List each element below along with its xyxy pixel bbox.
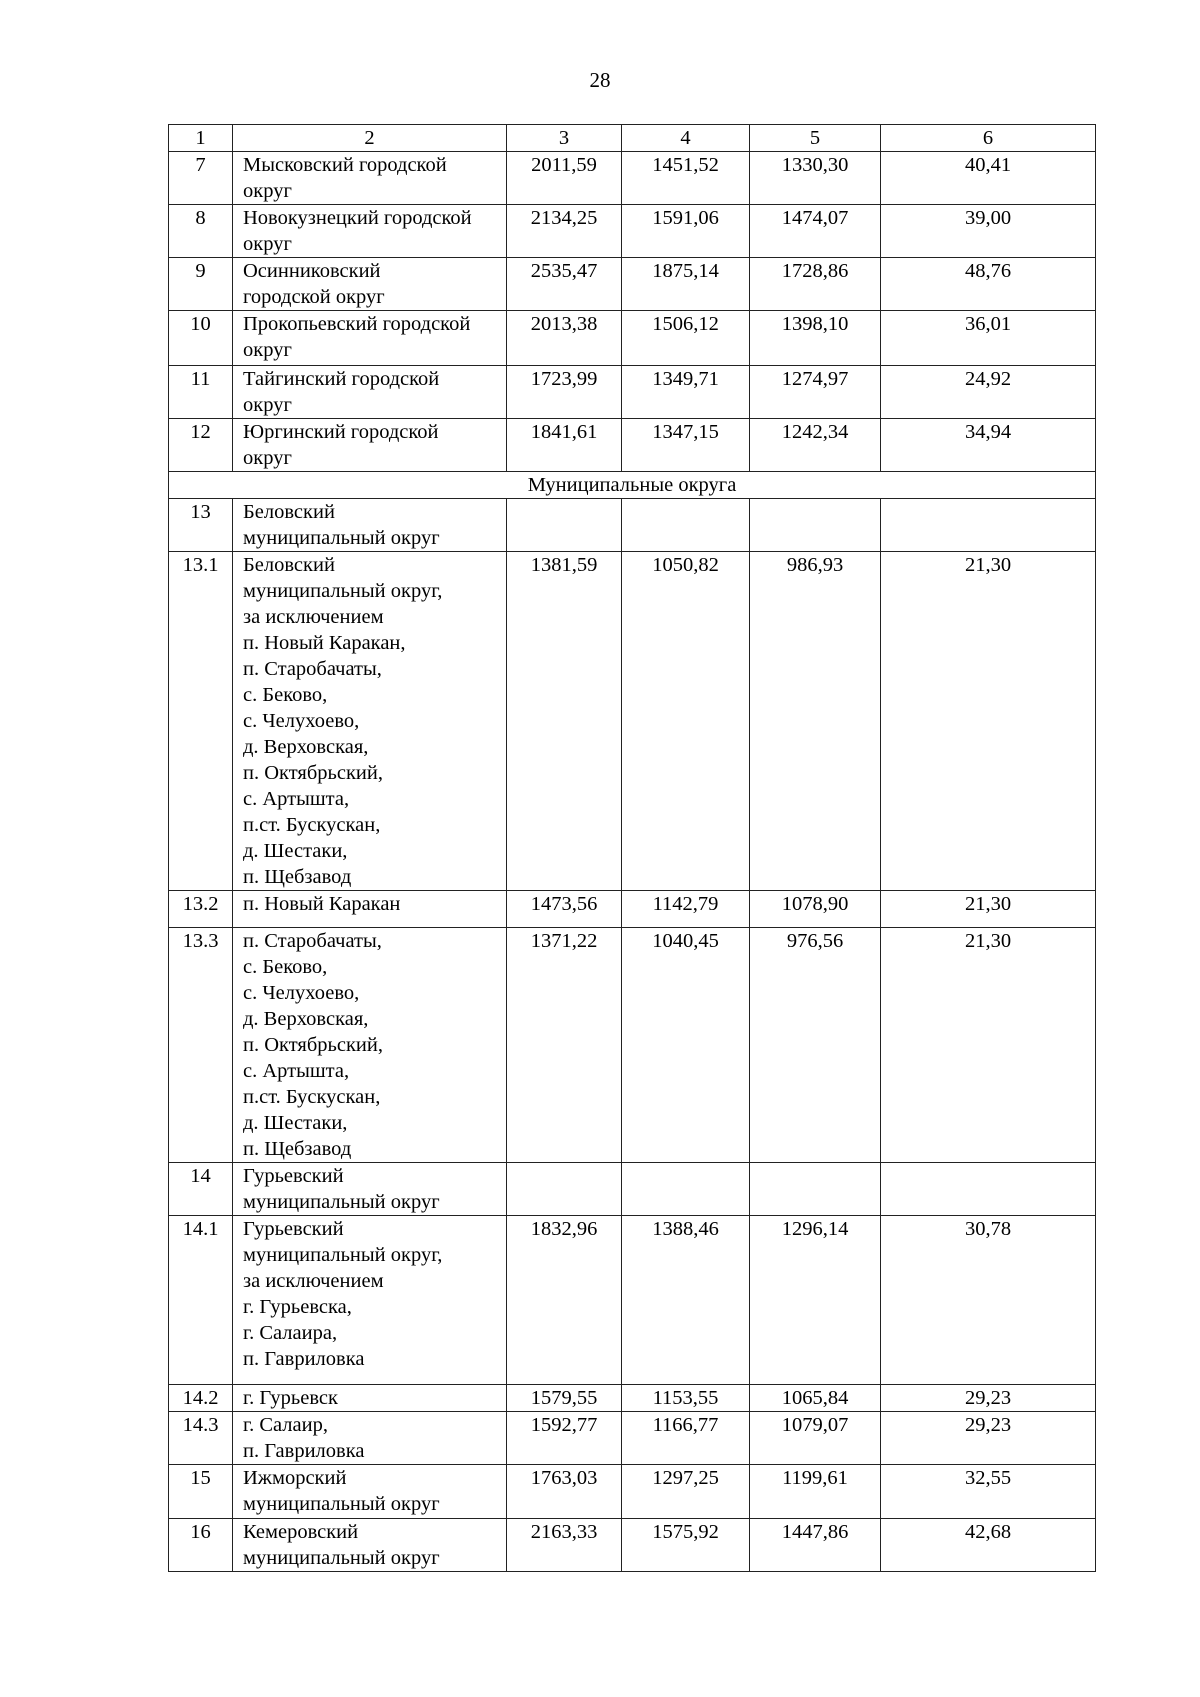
value-cell-c5: 1398,10	[750, 311, 881, 366]
territory-name-line: г. Салаира,	[243, 1322, 338, 1344]
row-number: 13	[169, 499, 233, 552]
value-cell-c6	[881, 1163, 1096, 1216]
value-cell-c6: 48,76	[881, 258, 1096, 311]
header-cell: 3	[507, 125, 622, 152]
value-cell-c5	[750, 1163, 881, 1216]
territory-name-line: муниципальный округ	[243, 1493, 440, 1515]
tariff-table	[168, 124, 1096, 1572]
table-row	[169, 152, 1096, 205]
value-cell-c5: 986,93	[750, 552, 881, 891]
territory-name-line: с. Челухоево,	[243, 982, 360, 1004]
table-row	[169, 258, 1096, 311]
territory-name	[233, 928, 507, 1163]
territory-name	[233, 366, 507, 419]
value-cell-c3: 1763,03	[507, 1465, 622, 1519]
territory-name-line: п. Старобачаты,	[243, 930, 382, 952]
territory-name-line: п.ст. Бускускан,	[243, 1086, 381, 1108]
territory-name-line: с. Артышта,	[243, 1060, 350, 1082]
table-row	[169, 366, 1096, 419]
territory-name-line: д. Шестаки,	[243, 840, 348, 862]
territory-name-line: округ	[243, 339, 292, 361]
row-number: 11	[169, 366, 233, 419]
value-cell-c4	[622, 499, 750, 552]
value-cell-c5: 1474,07	[750, 205, 881, 258]
value-cell-c3: 2134,25	[507, 205, 622, 258]
value-cell-c6: 21,30	[881, 552, 1096, 891]
territory-name	[233, 1519, 507, 1572]
value-cell-c4: 1349,71	[622, 366, 750, 419]
value-cell-c4: 1166,77	[622, 1412, 750, 1465]
territory-name-line: г. Гурьевск	[243, 1387, 338, 1409]
value-cell-c5: 1274,97	[750, 366, 881, 419]
territory-name	[233, 499, 507, 552]
row-number: 14.2	[169, 1385, 233, 1412]
territory-name-line: муниципальный округ,	[243, 1244, 443, 1266]
row-number: 14.3	[169, 1412, 233, 1465]
value-cell-c4: 1506,12	[622, 311, 750, 366]
territory-name-line: г. Гурьевска,	[243, 1296, 352, 1318]
table-row	[169, 419, 1096, 472]
value-cell-c4: 1451,52	[622, 152, 750, 205]
value-cell-c6	[881, 499, 1096, 552]
territory-name	[233, 1385, 507, 1412]
territory-name-line: округ	[243, 180, 292, 202]
value-cell-c3: 1592,77	[507, 1412, 622, 1465]
table-row	[169, 891, 1096, 928]
territory-name	[233, 552, 507, 891]
territory-name-line: д. Верховская,	[243, 736, 369, 758]
territory-name-line: п. Октябрьский,	[243, 1034, 383, 1056]
row-number: 16	[169, 1519, 233, 1572]
territory-name-line: с. Челухоево,	[243, 710, 360, 732]
territory-name-line: округ	[243, 394, 292, 416]
value-cell-c4: 1153,55	[622, 1385, 750, 1412]
value-cell-c5: 1079,07	[750, 1412, 881, 1465]
row-number: 14	[169, 1163, 233, 1216]
value-cell-c5: 1242,34	[750, 419, 881, 472]
table-row	[169, 1163, 1096, 1216]
value-cell-c6: 39,00	[881, 205, 1096, 258]
territory-name	[233, 1412, 507, 1465]
value-cell-c3: 1723,99	[507, 366, 622, 419]
row-number: 13.1	[169, 552, 233, 891]
territory-name-line: д. Верховская,	[243, 1008, 369, 1030]
territory-name	[233, 891, 507, 928]
value-cell-c6: 40,41	[881, 152, 1096, 205]
section-label: Муниципальные округа	[169, 472, 1096, 499]
territory-name-line: Осинниковский	[243, 260, 381, 282]
territory-name	[233, 1163, 507, 1216]
row-number: 13.2	[169, 891, 233, 928]
territory-name-line: городской округ	[243, 286, 385, 308]
territory-name-line: п. Гавриловка	[243, 1440, 365, 1462]
territory-name-line: муниципальный округ	[243, 527, 440, 549]
row-number: 10	[169, 311, 233, 366]
table-row	[169, 1385, 1096, 1412]
territory-name	[233, 1216, 507, 1385]
value-cell-c6: 42,68	[881, 1519, 1096, 1572]
table-row	[169, 205, 1096, 258]
territory-name-line: Гурьевский	[243, 1218, 344, 1240]
table-row	[169, 1465, 1096, 1519]
value-cell-c5: 1728,86	[750, 258, 881, 311]
row-number: 9	[169, 258, 233, 311]
value-cell-c4: 1297,25	[622, 1465, 750, 1519]
territory-name-line: Беловский	[243, 501, 335, 523]
value-cell-c5: 1065,84	[750, 1385, 881, 1412]
territory-name-line: Мысковский городской	[243, 154, 447, 176]
table-row	[169, 552, 1096, 891]
territory-name-line: округ	[243, 447, 292, 469]
territory-name-line: п. Новый Каракан,	[243, 632, 406, 654]
value-cell-c3: 1381,59	[507, 552, 622, 891]
row-number: 7	[169, 152, 233, 205]
value-cell-c3: 1473,56	[507, 891, 622, 928]
page-number: 28	[589, 68, 611, 92]
territory-name-line: Новокузнецкий городской	[243, 207, 472, 229]
territory-name-line: Юргинский городской	[243, 421, 439, 443]
header-cell: 1	[169, 125, 233, 152]
territory-name-line: с. Беково,	[243, 684, 328, 706]
row-number: 14.1	[169, 1216, 233, 1385]
territory-name	[233, 152, 507, 205]
value-cell-c5: 1078,90	[750, 891, 881, 928]
value-cell-c4: 1575,92	[622, 1519, 750, 1572]
value-cell-c4: 1050,82	[622, 552, 750, 891]
value-cell-c6: 34,94	[881, 419, 1096, 472]
value-cell-c5: 1199,61	[750, 1465, 881, 1519]
territory-name-line: Прокопьевский городской	[243, 313, 471, 335]
territory-name-line: п. Щебзавод	[243, 1138, 352, 1160]
value-cell-c6: 29,23	[881, 1385, 1096, 1412]
value-cell-c6: 21,30	[881, 891, 1096, 928]
value-cell-c6: 24,92	[881, 366, 1096, 419]
table-header-row	[169, 125, 1096, 152]
territory-name-line: п.ст. Бускускан,	[243, 814, 381, 836]
territory-name-line: округ	[243, 233, 292, 255]
header-cell: 4	[622, 125, 750, 152]
territory-name-line: п. Старобачаты,	[243, 658, 382, 680]
territory-name-line: за исключением	[243, 1270, 384, 1292]
value-cell-c3	[507, 1163, 622, 1216]
territory-name-line: п. Щебзавод	[243, 866, 352, 888]
table-row	[169, 499, 1096, 552]
territory-name-line: п. Октябрьский,	[243, 762, 383, 784]
territory-name	[233, 205, 507, 258]
table-row	[169, 311, 1096, 366]
value-cell-c3: 2011,59	[507, 152, 622, 205]
value-cell-c4	[622, 1163, 750, 1216]
value-cell-c4: 1142,79	[622, 891, 750, 928]
value-cell-c5: 976,56	[750, 928, 881, 1163]
value-cell-c6: 36,01	[881, 311, 1096, 366]
table-row	[169, 1519, 1096, 1572]
territory-name	[233, 311, 507, 366]
territory-name-line: г. Салаир,	[243, 1414, 328, 1436]
value-cell-c6: 21,30	[881, 928, 1096, 1163]
header-cell: 5	[750, 125, 881, 152]
value-cell-c5: 1447,86	[750, 1519, 881, 1572]
value-cell-c3: 1371,22	[507, 928, 622, 1163]
territory-name	[233, 419, 507, 472]
territory-name	[233, 1465, 507, 1519]
territory-name-line: Тайгинский городской	[243, 368, 440, 390]
territory-name-line: д. Шестаки,	[243, 1112, 348, 1134]
row-number: 8	[169, 205, 233, 258]
header-cell: 6	[881, 125, 1096, 152]
table-body	[169, 125, 1096, 1572]
territory-name-line: с. Беково,	[243, 956, 328, 978]
row-number: 13.3	[169, 928, 233, 1163]
value-cell-c3: 2535,47	[507, 258, 622, 311]
header-cell: 2	[233, 125, 507, 152]
territory-name-line: Кемеровский	[243, 1521, 359, 1543]
territory-name-line: муниципальный округ	[243, 1191, 440, 1213]
value-cell-c5: 1330,30	[750, 152, 881, 205]
territory-name	[233, 258, 507, 311]
value-cell-c3: 2013,38	[507, 311, 622, 366]
table-row	[169, 1216, 1096, 1385]
row-number: 12	[169, 419, 233, 472]
territory-name-line: муниципальный округ,	[243, 580, 443, 602]
value-cell-c3: 1579,55	[507, 1385, 622, 1412]
value-cell-c4: 1591,06	[622, 205, 750, 258]
row-number: 15	[169, 1465, 233, 1519]
value-cell-c4: 1388,46	[622, 1216, 750, 1385]
territory-name-line: п. Новый Каракан	[243, 893, 401, 915]
table-row	[169, 928, 1096, 1163]
territory-name-line: муниципальный округ	[243, 1547, 440, 1569]
section-header-row	[169, 472, 1096, 499]
value-cell-c3: 1841,61	[507, 419, 622, 472]
value-cell-c6: 29,23	[881, 1412, 1096, 1465]
value-cell-c6: 32,55	[881, 1465, 1096, 1519]
value-cell-c3: 2163,33	[507, 1519, 622, 1572]
value-cell-c3: 1832,96	[507, 1216, 622, 1385]
value-cell-c5: 1296,14	[750, 1216, 881, 1385]
value-cell-c5	[750, 499, 881, 552]
value-cell-c3	[507, 499, 622, 552]
value-cell-c4: 1875,14	[622, 258, 750, 311]
territory-name-line: Беловский	[243, 554, 335, 576]
territory-name-line: за исключением	[243, 606, 384, 628]
territory-name-line: с. Артышта,	[243, 788, 350, 810]
territory-name-line: Ижморский	[243, 1467, 347, 1489]
value-cell-c6: 30,78	[881, 1216, 1096, 1385]
territory-name-line: Гурьевский	[243, 1165, 344, 1187]
table-row	[169, 1412, 1096, 1465]
value-cell-c4: 1040,45	[622, 928, 750, 1163]
territory-name-line: п. Гавриловка	[243, 1348, 365, 1370]
value-cell-c4: 1347,15	[622, 419, 750, 472]
